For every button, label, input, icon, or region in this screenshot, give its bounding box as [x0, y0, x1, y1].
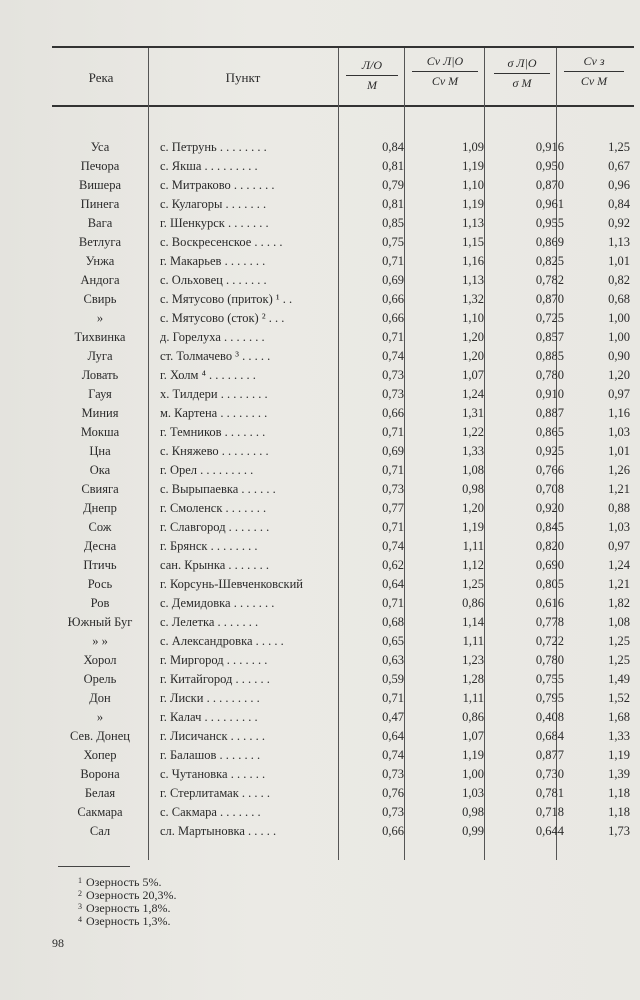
ratio-mean-cell: 0,73 — [382, 387, 404, 401]
cv-winter-ratio-cell: 0,96 — [608, 178, 630, 192]
sigma-ratio-cell: 0,616 — [535, 596, 564, 610]
point-cell: ст. Толмачево ³ . . . . . — [160, 349, 271, 363]
table-row — [52, 615, 634, 634]
header-river: Река — [88, 70, 114, 85]
header-col1 — [346, 58, 398, 93]
cv-winter-ratio-cell: 0,88 — [608, 501, 630, 515]
sigma-ratio-cell: 0,780 — [535, 368, 564, 382]
table-row — [52, 710, 634, 729]
ratio-mean-cell: 0,69 — [382, 444, 404, 458]
sigma-ratio-cell: 0,885 — [535, 349, 564, 363]
point-cell: с. Петрунь . . . . . . . . — [160, 140, 267, 154]
header-col4-num: Cv з — [583, 54, 605, 68]
river-cell: Ров — [90, 596, 110, 610]
point-cell: с. Лелетка . . . . . . . — [160, 615, 259, 629]
footnote-rule — [58, 866, 130, 867]
table-row — [52, 349, 634, 368]
river-cell: Сакмара — [77, 805, 123, 819]
table-row — [52, 311, 634, 330]
table-row — [52, 273, 634, 292]
ratio-mean-cell: 0,59 — [382, 672, 404, 686]
cv-winter-ratio-cell: 1,49 — [608, 672, 630, 686]
cv-ratio-cell: 1,11 — [462, 691, 484, 705]
river-cell: Белая — [84, 786, 116, 800]
table-row — [52, 653, 634, 672]
river-cell: Ворона — [80, 767, 120, 781]
point-cell: с. Мятусово (сток) ² . . . — [160, 311, 285, 325]
cv-ratio-cell: 1,20 — [462, 501, 484, 515]
cv-ratio-cell: 1,19 — [462, 197, 484, 211]
point-cell: г. Холм ⁴ . . . . . . . . — [160, 368, 256, 382]
river-cell: Гауя — [88, 387, 112, 401]
cv-winter-ratio-cell: 0,84 — [608, 197, 630, 211]
footnote-mark: 2 — [78, 889, 82, 898]
river-cell: Южный Буг — [67, 615, 133, 629]
cv-winter-ratio-cell: 1,39 — [608, 767, 630, 781]
cv-ratio-cell: 0,98 — [462, 805, 484, 819]
cv-ratio-cell: 1,13 — [462, 273, 484, 287]
ratio-mean-cell: 0,65 — [382, 634, 404, 648]
cv-ratio-cell: 1,19 — [462, 748, 484, 762]
cv-winter-ratio-cell: 1,18 — [608, 786, 630, 800]
header-col3-den: σ М — [512, 76, 532, 90]
header-col2 — [412, 54, 478, 89]
cv-winter-ratio-cell: 0,92 — [608, 216, 630, 230]
cv-winter-ratio-cell: 1,19 — [608, 748, 630, 762]
cv-ratio-cell: 1,12 — [462, 558, 484, 572]
point-cell: с. Мятусово (приток) ¹ . . — [160, 292, 293, 306]
sigma-ratio-cell: 0,684 — [535, 729, 564, 743]
sigma-ratio-cell: 0,865 — [535, 425, 564, 439]
cv-ratio-cell: 1,31 — [462, 406, 484, 420]
river-cell: Тихвинка — [74, 330, 126, 344]
table-row — [52, 463, 634, 482]
ratio-mean-cell: 0,71 — [382, 330, 404, 344]
river-cell: Рось — [87, 577, 113, 591]
point-cell: г. Миргород . . . . . . . — [160, 653, 268, 667]
point-cell: с. Демидовка . . . . . . . — [160, 596, 275, 610]
river-cell: Свияга — [81, 482, 119, 496]
sigma-ratio-cell: 0,870 — [535, 178, 564, 192]
ratio-mean-cell: 0,69 — [382, 273, 404, 287]
cv-winter-ratio-cell: 1,25 — [608, 140, 630, 154]
ratio-mean-cell: 0,66 — [382, 311, 404, 325]
header-col1-num: Л/О — [361, 58, 383, 72]
ratio-mean-cell: 0,81 — [382, 197, 404, 211]
header-col1-den: М — [367, 78, 377, 92]
point-cell: г. Темников . . . . . . . — [160, 425, 266, 439]
river-cell: Печора — [80, 159, 120, 173]
table-row — [52, 406, 634, 425]
sigma-ratio-cell: 0,795 — [535, 691, 564, 705]
point-cell: г. Славгород . . . . . . . — [160, 520, 270, 534]
cv-winter-ratio-cell: 1,24 — [608, 558, 630, 572]
sigma-ratio-cell: 0,780 — [535, 653, 564, 667]
cv-ratio-cell: 1,19 — [462, 159, 484, 173]
river-cell: Унжа — [85, 254, 115, 268]
cv-ratio-cell: 1,15 — [462, 235, 484, 249]
cv-winter-ratio-cell: 1,13 — [608, 235, 630, 249]
sigma-ratio-cell: 0,725 — [535, 311, 564, 325]
river-cell: Сал — [89, 824, 111, 838]
sigma-ratio-cell: 0,730 — [535, 767, 564, 781]
table-row — [52, 140, 634, 159]
point-cell: г. Смоленск . . . . . . . — [160, 501, 267, 515]
table-row — [52, 178, 634, 197]
table-row — [52, 292, 634, 311]
cv-winter-ratio-cell: 1,82 — [608, 596, 630, 610]
ratio-mean-cell: 0,85 — [382, 216, 404, 230]
ratio-mean-cell: 0,64 — [382, 729, 404, 743]
cv-winter-ratio-cell: 0,82 — [608, 273, 630, 287]
river-cell: Птичь — [83, 558, 117, 572]
table-row — [52, 691, 634, 710]
river-cell: » » — [92, 634, 108, 648]
sigma-ratio-cell: 0,950 — [535, 159, 564, 173]
footnotes — [78, 875, 177, 928]
river-cell: Ловать — [81, 368, 119, 382]
river-cell: Дон — [89, 691, 111, 705]
header-col2-num: Cv Л|О — [426, 54, 464, 68]
cv-ratio-cell: 0,98 — [462, 482, 484, 496]
river-cell: Миния — [81, 406, 119, 420]
cv-ratio-cell: 1,24 — [462, 387, 484, 401]
cv-ratio-cell: 1,33 — [462, 444, 484, 458]
cv-ratio-cell: 1,10 — [462, 178, 484, 192]
point-cell: м. Картена . . . . . . . . — [160, 406, 268, 420]
ratio-mean-cell: 0,62 — [382, 558, 404, 572]
point-cell: сан. Крынка . . . . . . . — [160, 558, 270, 572]
point-cell: с. Сакмара . . . . . . . — [160, 805, 261, 819]
table-row — [52, 558, 634, 577]
table-row — [52, 501, 634, 520]
cv-winter-ratio-cell: 1,03 — [608, 520, 630, 534]
cv-ratio-cell: 1,09 — [462, 140, 484, 154]
table-row — [52, 368, 634, 387]
table-row — [52, 596, 634, 615]
table-row — [52, 254, 634, 273]
point-cell: х. Тилдери . . . . . . . . — [160, 387, 268, 401]
header-point: Пункт — [225, 70, 261, 85]
river-cell: Днепр — [83, 501, 117, 515]
point-cell: с. Воскресенское . . . . . — [160, 235, 283, 249]
ratio-mean-cell: 0,74 — [382, 748, 404, 762]
point-cell: г. Стерлитамак . . . . . — [160, 786, 271, 800]
cv-winter-ratio-cell: 0,97 — [608, 387, 630, 401]
sigma-ratio-cell: 0,845 — [535, 520, 564, 534]
point-cell: с. Ольховец . . . . . . . — [160, 273, 267, 287]
sigma-ratio-cell: 0,910 — [535, 387, 564, 401]
table-row — [52, 786, 634, 805]
cv-winter-ratio-cell: 1,21 — [608, 577, 630, 591]
cv-ratio-cell: 1,23 — [462, 653, 484, 667]
cv-winter-ratio-cell: 1,01 — [608, 254, 630, 268]
cv-ratio-cell: 1,14 — [462, 615, 484, 629]
table-row — [52, 767, 634, 786]
river-cell: Пинега — [80, 197, 120, 211]
ratio-mean-cell: 0,63 — [382, 653, 404, 667]
point-cell: г. Лисичанск . . . . . . — [160, 729, 266, 743]
cv-winter-ratio-cell: 0,97 — [608, 539, 630, 553]
ratio-mean-cell: 0,74 — [382, 349, 404, 363]
river-cell: Сев. Донец — [70, 729, 130, 743]
table-row — [52, 634, 634, 653]
sigma-ratio-cell: 0,408 — [535, 710, 564, 724]
ratio-mean-cell: 0,64 — [382, 577, 404, 591]
sigma-ratio-cell: 0,961 — [535, 197, 564, 211]
sigma-ratio-cell: 0,782 — [535, 273, 564, 287]
sigma-ratio-cell: 0,778 — [535, 615, 564, 629]
table-row — [52, 824, 634, 843]
ratio-mean-cell: 0,71 — [382, 425, 404, 439]
cv-winter-ratio-cell: 1,03 — [608, 425, 630, 439]
cv-winter-ratio-cell: 1,00 — [608, 330, 630, 344]
cv-winter-ratio-cell: 1,08 — [608, 615, 630, 629]
sigma-ratio-cell: 0,869 — [535, 235, 564, 249]
river-cell: Сож — [88, 520, 112, 534]
river-cell: Вишера — [79, 178, 121, 192]
river-cell: Вага — [87, 216, 113, 230]
river-cell: Свирь — [83, 292, 117, 306]
cv-ratio-cell: 1,11 — [462, 539, 484, 553]
cv-ratio-cell: 1,10 — [462, 311, 484, 325]
ratio-mean-cell: 0,81 — [382, 159, 404, 173]
ratio-mean-cell: 0,76 — [382, 786, 404, 800]
point-cell: г. Шенкурск . . . . . . . — [160, 216, 269, 230]
point-cell: с. Вырыпаевка . . . . . . — [160, 482, 276, 496]
river-cell: » — [96, 710, 104, 724]
point-cell: г. Калач . . . . . . . . . — [160, 710, 258, 724]
sigma-ratio-cell: 0,820 — [535, 539, 564, 553]
ratio-mean-cell: 0,74 — [382, 539, 404, 553]
cv-winter-ratio-cell: 1,25 — [608, 634, 630, 648]
river-cell: Орель — [83, 672, 117, 686]
cv-winter-ratio-cell: 1,18 — [608, 805, 630, 819]
table-row — [52, 729, 634, 748]
sigma-ratio-cell: 0,722 — [535, 634, 564, 648]
point-cell: д. Горелуха . . . . . . . — [160, 330, 265, 344]
river-cell: Десна — [83, 539, 117, 553]
sigma-ratio-cell: 0,857 — [535, 330, 564, 344]
footnote-text: Озерность 20,3%. — [86, 888, 177, 902]
table-row — [52, 330, 634, 349]
sigma-ratio-cell: 0,916 — [535, 140, 564, 154]
ratio-mean-cell: 0,79 — [382, 178, 404, 192]
table-row — [52, 672, 634, 691]
ratio-mean-cell: 0,71 — [382, 463, 404, 477]
cv-winter-ratio-cell: 1,26 — [608, 463, 630, 477]
cv-ratio-cell: 0,86 — [462, 710, 484, 724]
table-header-rule — [52, 105, 634, 107]
cv-winter-ratio-cell: 0,68 — [608, 292, 630, 306]
table-top-rule — [52, 46, 634, 48]
cv-winter-ratio-cell: 1,00 — [608, 311, 630, 325]
river-cell: Цна — [89, 444, 111, 458]
table-row — [52, 482, 634, 501]
table-row — [52, 520, 634, 539]
point-cell: сл. Мартыновка . . . . . — [160, 824, 277, 838]
table-row — [52, 197, 634, 216]
table-row — [52, 216, 634, 235]
river-cell: Мокша — [80, 425, 120, 439]
sigma-ratio-cell: 0,887 — [535, 406, 564, 420]
cv-ratio-cell: 1,20 — [462, 330, 484, 344]
ratio-mean-cell: 0,47 — [382, 710, 404, 724]
ratio-mean-cell: 0,73 — [382, 767, 404, 781]
river-cell: Хопер — [83, 748, 117, 762]
cv-winter-ratio-cell: 1,21 — [608, 482, 630, 496]
cv-ratio-cell: 1,20 — [462, 349, 484, 363]
cv-winter-ratio-cell: 0,90 — [608, 349, 630, 363]
cv-ratio-cell: 1,32 — [462, 292, 484, 306]
footnote-mark: 1 — [78, 876, 82, 885]
river-cell: Ветлуга — [78, 235, 122, 249]
sigma-ratio-cell: 0,718 — [535, 805, 564, 819]
footnote-text: Озерность 1,8%. — [86, 901, 171, 915]
sigma-ratio-cell: 0,781 — [535, 786, 564, 800]
sigma-ratio-cell: 0,920 — [535, 501, 564, 515]
cv-ratio-cell: 0,86 — [462, 596, 484, 610]
cv-ratio-cell: 0,99 — [462, 824, 484, 838]
cv-winter-ratio-cell: 1,16 — [608, 406, 630, 420]
cv-winter-ratio-cell: 1,73 — [608, 824, 630, 838]
table-row — [52, 805, 634, 824]
sigma-ratio-cell: 0,644 — [535, 824, 564, 838]
cv-ratio-cell: 1,28 — [462, 672, 484, 686]
ratio-mean-cell: 0,75 — [382, 235, 404, 249]
point-cell: г. Брянск . . . . . . . . — [160, 539, 258, 553]
header-col2-den: Cv М — [431, 74, 459, 88]
cv-winter-ratio-cell: 1,25 — [608, 653, 630, 667]
cv-ratio-cell: 1,25 — [462, 577, 484, 591]
cv-ratio-cell: 1,11 — [462, 634, 484, 648]
point-cell: с. Кулагоры . . . . . . . — [160, 197, 267, 211]
point-cell: г. Китайгород . . . . . . — [160, 672, 270, 686]
cv-winter-ratio-cell: 1,01 — [608, 444, 630, 458]
header-col4 — [564, 54, 624, 89]
cv-ratio-cell: 1,13 — [462, 216, 484, 230]
cv-ratio-cell: 1,00 — [462, 767, 484, 781]
footnote-mark: 4 — [78, 915, 82, 924]
sigma-ratio-cell: 0,755 — [535, 672, 564, 686]
river-cell: Луга — [87, 349, 113, 363]
sigma-ratio-cell: 0,690 — [535, 558, 564, 572]
river-cell: Уса — [90, 140, 110, 154]
table-row — [52, 159, 634, 178]
sigma-ratio-cell: 0,955 — [535, 216, 564, 230]
ratio-mean-cell: 0,73 — [382, 368, 404, 382]
ratio-mean-cell: 0,66 — [382, 406, 404, 420]
point-cell: с. Александровка . . . . . — [160, 634, 284, 648]
point-cell: г. Макарьев . . . . . . . — [160, 254, 266, 268]
sigma-ratio-cell: 0,766 — [535, 463, 564, 477]
point-cell: г. Орел . . . . . . . . . — [160, 463, 254, 477]
point-cell: г. Балашов . . . . . . . — [160, 748, 261, 762]
table-row — [52, 235, 634, 254]
point-cell: с. Княжево . . . . . . . . — [160, 444, 269, 458]
ratio-mean-cell: 0,73 — [382, 805, 404, 819]
river-cell: Ока — [89, 463, 111, 477]
river-cell: Хорол — [83, 653, 117, 667]
sigma-ratio-cell: 0,708 — [535, 482, 564, 496]
ratio-mean-cell: 0,71 — [382, 520, 404, 534]
cv-ratio-cell: 1,16 — [462, 254, 484, 268]
cv-winter-ratio-cell: 1,33 — [608, 729, 630, 743]
table-row — [52, 539, 634, 558]
header-col3 — [494, 56, 550, 91]
table-row — [52, 387, 634, 406]
table-row — [52, 748, 634, 767]
footnote — [78, 914, 177, 928]
table-row — [52, 425, 634, 444]
point-cell: с. Митраково . . . . . . . — [160, 178, 275, 192]
point-cell: с. Чутановка . . . . . . — [160, 767, 266, 781]
footnote-text: Озерность 1,3%. — [86, 914, 171, 928]
header-col4-den: Cv М — [580, 74, 608, 88]
ratio-mean-cell: 0,73 — [382, 482, 404, 496]
footnote-mark: 3 — [78, 902, 82, 911]
cv-ratio-cell: 1,22 — [462, 425, 484, 439]
cv-winter-ratio-cell: 1,68 — [608, 710, 630, 724]
footnote-text: Озерность 5%. — [86, 875, 162, 889]
cv-winter-ratio-cell: 0,67 — [608, 159, 630, 173]
ratio-mean-cell: 0,71 — [382, 596, 404, 610]
cv-ratio-cell: 1,07 — [462, 729, 484, 743]
header-col3-num: σ Л|О — [507, 56, 537, 70]
sigma-ratio-cell: 0,877 — [535, 748, 564, 762]
cv-ratio-cell: 1,03 — [462, 786, 484, 800]
sigma-ratio-cell: 0,825 — [535, 254, 564, 268]
cv-ratio-cell: 1,08 — [462, 463, 484, 477]
ratio-mean-cell: 0,84 — [382, 140, 404, 154]
point-cell: с. Якша . . . . . . . . . — [160, 159, 258, 173]
cv-winter-ratio-cell: 1,52 — [608, 691, 630, 705]
river-cell: Андога — [80, 273, 120, 287]
point-cell: г. Лиски . . . . . . . . . — [160, 691, 260, 705]
sigma-ratio-cell: 0,870 — [535, 292, 564, 306]
ratio-mean-cell: 0,77 — [382, 501, 404, 515]
ratio-mean-cell: 0,71 — [382, 254, 404, 268]
sigma-ratio-cell: 0,805 — [535, 577, 564, 591]
ratio-mean-cell: 0,66 — [382, 824, 404, 838]
ratio-mean-cell: 0,71 — [382, 691, 404, 705]
sigma-ratio-cell: 0,925 — [535, 444, 564, 458]
table-row — [52, 577, 634, 596]
page-number: 98 — [52, 936, 64, 950]
ratio-mean-cell: 0,68 — [382, 615, 404, 629]
cv-winter-ratio-cell: 1,20 — [608, 368, 630, 382]
ratio-mean-cell: 0,66 — [382, 292, 404, 306]
cv-ratio-cell: 1,07 — [462, 368, 484, 382]
point-cell: г. Корсунь-Шевченковский — [160, 577, 303, 591]
river-cell: » — [96, 311, 104, 325]
cv-ratio-cell: 1,19 — [462, 520, 484, 534]
table-row — [52, 444, 634, 463]
